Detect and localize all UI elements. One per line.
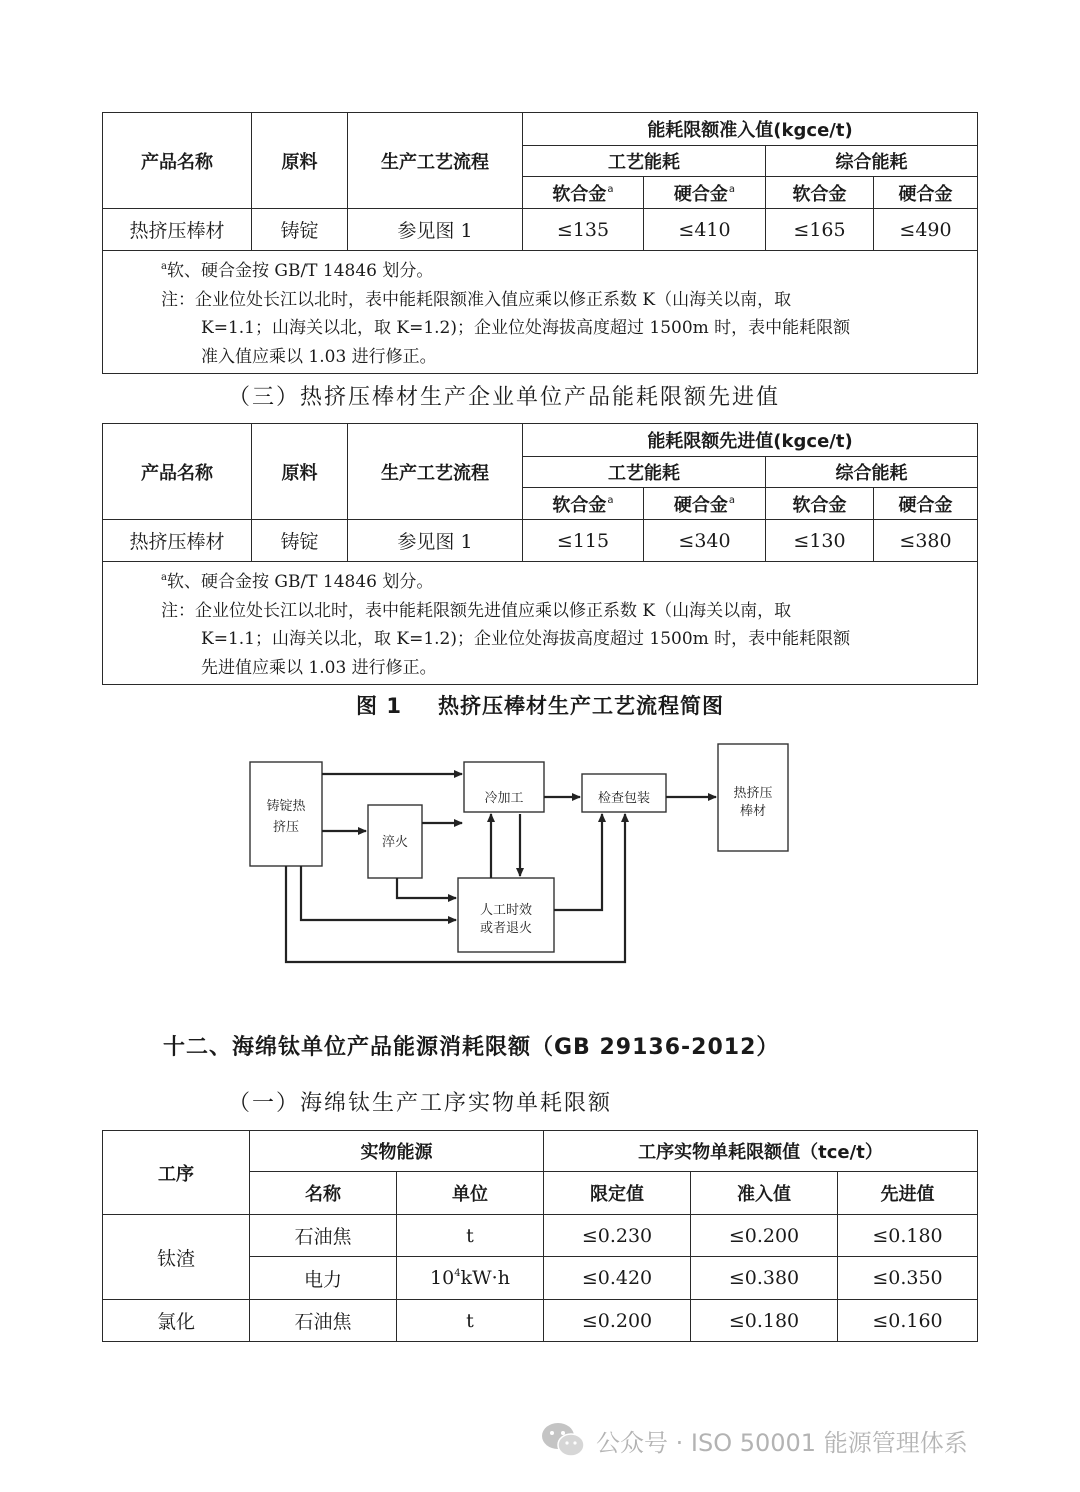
header-material: 原料 <box>252 424 348 520</box>
node-label: 冷加工 <box>484 791 524 806</box>
header-material: 原料 <box>252 113 348 209</box>
note-line: K=1.1；山海关以北，取 K=1.2)；企业位处海拔高度超过 1500m 时，表中能耗限额 <box>201 318 851 338</box>
cell-advanced: ≤0.180 <box>838 1215 978 1257</box>
cell-advanced: ≤0.350 <box>838 1257 978 1300</box>
header-hard: 硬合金$^a$ <box>644 488 766 520</box>
figure-label: 图 1 <box>356 694 402 718</box>
header-product: 产品名称 <box>103 113 252 209</box>
header-advanced: 先进值 <box>838 1172 978 1215</box>
cell-value: ≤135 <box>523 209 644 251</box>
cell-step: 氯化 <box>103 1300 250 1342</box>
advanced-value-table <box>102 423 978 685</box>
header-process: 生产工艺流程 <box>348 113 523 209</box>
cell-name: 石油焦 <box>250 1300 397 1342</box>
table-row <box>103 209 978 251</box>
header-name: 名称 <box>250 1172 397 1215</box>
entry-value-table <box>102 112 978 374</box>
header-product: 产品名称 <box>103 424 252 520</box>
cell-unit: t <box>397 1215 544 1257</box>
header-limit-group: 工序实物单耗限额值（tce/t） <box>544 1131 978 1172</box>
cell-value: ≤490 <box>874 209 978 251</box>
note-line: K=1.1；山海关以北，取 K=1.2)；企业位处海拔高度超过 1500m 时，表中能耗限额 <box>201 629 851 649</box>
cell-process: 参见图 1 <box>348 209 523 251</box>
process-flow-diagram <box>240 738 800 968</box>
node-label: 人工时效 <box>479 903 533 918</box>
note-line: 先进值应乘以 1.03 进行修正。 <box>201 657 437 678</box>
node-label: 或者退火 <box>479 921 533 936</box>
table-row <box>103 520 978 562</box>
section-title: 十二、海绵钛单位产品能源消耗限额（GB 29136-2012） <box>163 1035 780 1060</box>
table-note <box>103 251 978 374</box>
cell-unit: t <box>397 1300 544 1342</box>
figure-title <box>0 690 1080 720</box>
header-group: 能耗限额准入值(kgce/t) <box>523 113 978 146</box>
header-process-energy: 工艺能耗 <box>523 457 766 488</box>
node-label: 铸锭热 <box>266 799 306 814</box>
figure-caption: 热挤压棒材生产工艺流程简图 <box>437 694 724 718</box>
note-line: $^a$软、硬合金按 GB/T 14846 划分。 <box>161 261 434 281</box>
cell-entry: ≤0.380 <box>691 1257 838 1300</box>
sponge-titanium-table <box>102 1130 978 1342</box>
cell-value: ≤130 <box>766 520 874 562</box>
cell-process: 参见图 1 <box>348 520 523 562</box>
header-soft: 软合金$^a$ <box>523 177 644 209</box>
header-hard-total: 硬合金 <box>874 177 978 209</box>
cell-unit: $10^4kW\cdot h$ <box>397 1257 544 1300</box>
cell-product: 热挤压棒材 <box>103 209 252 251</box>
cell-limit: ≤0.200 <box>544 1300 691 1342</box>
header-hard: 硬合金$^a$ <box>644 177 766 209</box>
table-row <box>103 1300 978 1342</box>
header-entry: 准入值 <box>691 1172 838 1215</box>
header-hard-total: 硬合金 <box>874 488 978 520</box>
node-casting-extrusion <box>250 762 322 866</box>
cell-value: ≤340 <box>644 520 766 562</box>
subsection-title: （一）海绵钛生产工序实物单耗限额 <box>228 1091 613 1116</box>
cell-name: 电力 <box>250 1257 397 1300</box>
header-process: 生产工艺流程 <box>348 424 523 520</box>
arrow-quench-to-aging <box>397 878 456 898</box>
cell-entry: ≤0.200 <box>691 1215 838 1257</box>
wechat-icon <box>540 1420 586 1460</box>
table-row <box>103 1215 978 1257</box>
header-step: 工序 <box>103 1131 250 1215</box>
note-line: 准入值应乘以 1.03 进行修正。 <box>201 346 437 367</box>
arrow-aging-to-inspect <box>554 814 602 910</box>
note-line: 注：企业位处长江以北时，表中能耗限额准入值应乘以修正系数 K（山海关以南，取 <box>161 289 792 310</box>
cell-advanced: ≤0.160 <box>838 1300 978 1342</box>
watermark <box>540 1420 968 1460</box>
header-unit: 单位 <box>397 1172 544 1215</box>
cell-step: 钛渣 <box>103 1215 250 1300</box>
header-process-energy: 工艺能耗 <box>523 146 766 177</box>
header-total-energy: 综合能耗 <box>766 457 978 488</box>
node-label: 挤压 <box>272 820 300 835</box>
arrow-casting-to-inspect <box>286 814 625 962</box>
header-group: 能耗限额先进值(kgce/t) <box>523 424 978 457</box>
table-note <box>103 562 978 685</box>
cell-product: 热挤压棒材 <box>103 520 252 562</box>
cell-value: ≤410 <box>644 209 766 251</box>
cell-value: ≤380 <box>874 520 978 562</box>
cell-material: 铸锭 <box>252 520 348 562</box>
header-soft: 软合金$^a$ <box>523 488 644 520</box>
watermark-text: 公众号 · ISO 50001 能源管理体系 <box>596 1428 968 1457</box>
cell-value: ≤115 <box>523 520 644 562</box>
cell-name: 石油焦 <box>250 1215 397 1257</box>
header-soft-total: 软合金 <box>766 177 874 209</box>
header-energy: 实物能源 <box>250 1131 544 1172</box>
node-label: 热挤压 <box>733 786 773 801</box>
node-label: 棒材 <box>739 804 767 819</box>
header-total-energy: 综合能耗 <box>766 146 978 177</box>
node-label: 检查包装 <box>597 791 651 806</box>
cell-limit: ≤0.420 <box>544 1257 691 1300</box>
note-line: 注：企业位处长江以北时，表中能耗限额先进值应乘以修正系数 K（山海关以南，取 <box>161 600 792 621</box>
section-heading: （三）热挤压棒材生产企业单位产品能耗限额先进值 <box>228 385 781 410</box>
cell-value: ≤165 <box>766 209 874 251</box>
header-limit: 限定值 <box>544 1172 691 1215</box>
cell-entry: ≤0.180 <box>691 1300 838 1342</box>
header-soft-total: 软合金 <box>766 488 874 520</box>
cell-limit: ≤0.230 <box>544 1215 691 1257</box>
node-label: 淬火 <box>381 835 409 850</box>
cell-material: 铸锭 <box>252 209 348 251</box>
note-line: $^a$软、硬合金按 GB/T 14846 划分。 <box>161 572 434 592</box>
